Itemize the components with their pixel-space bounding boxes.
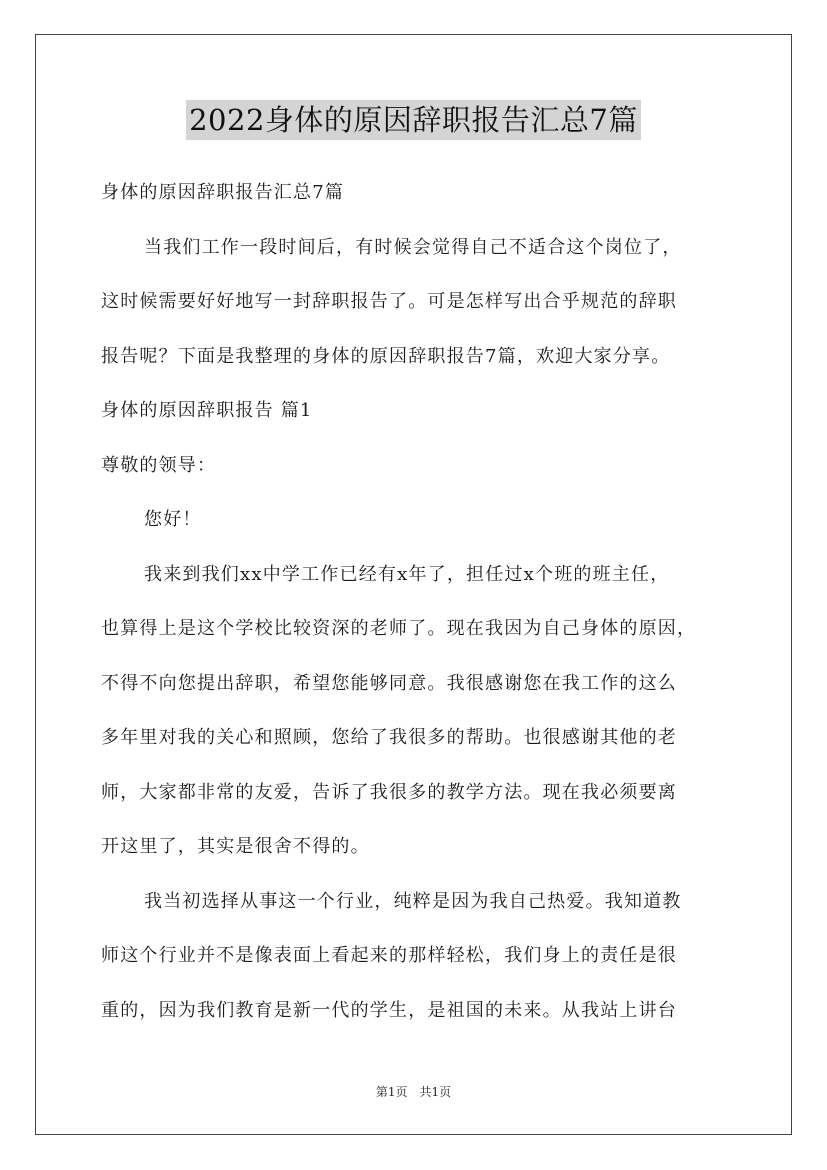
paragraph-line: 报告呢？下面是我整理的身体的原因辞职报告7篇，欢迎大家分享。 bbox=[101, 345, 671, 367]
paragraph-line: 开这里了，其实是很舍不得的。 bbox=[101, 836, 370, 857]
paragraph-line: 师这个行业并不是像表面上看起来的那样轻松，我们身上的责任是很 bbox=[101, 945, 677, 966]
paragraph-line: 我当初选择从事这一个行业，纯粹是因为我自己热爱。我知道教 bbox=[144, 890, 682, 912]
section-heading: 身体的原因辞职报告 篇1 bbox=[101, 400, 313, 421]
greeting: 您好！ bbox=[144, 509, 202, 530]
page-footer: 第1页 共1页 bbox=[375, 1085, 452, 1099]
paragraph-line: 不得不向您提出辞职，希望您能够同意。我很感谢您在我工作的这么 bbox=[101, 672, 677, 694]
document-body bbox=[101, 174, 741, 1046]
title-container bbox=[0, 100, 827, 140]
paragraph-line: 当我们工作一段时间后，有时候会觉得自己不适合这个岗位了， bbox=[144, 236, 682, 258]
paragraph-line: 多年里对我的关心和照顾，您给了我很多的帮助。也很感谢其他的老 bbox=[101, 727, 677, 748]
paragraph-line: 师，大家都非常的友爱，告诉了我很多的教学方法。现在我必须要离 bbox=[101, 781, 677, 803]
document-title: 2022身体的原因辞职报告汇总7篇 bbox=[186, 100, 641, 140]
paragraph-line: 也算得上是这个学校比较资深的老师了。现在我因为自己身体的原因， bbox=[101, 618, 697, 639]
paragraph-line: 这时候需要好好地写一封辞职报告了。可是怎样写出合乎规范的辞职 bbox=[101, 291, 677, 312]
paragraph-line: 我来到我们xx中学工作已经有x年了，担任过x个班的班主任， bbox=[144, 563, 670, 585]
paragraph-line: 重的，因为我们教育是新一代的学生，是祖国的未来。从我站上讲台 bbox=[101, 999, 677, 1021]
salutation: 尊敬的领导： bbox=[101, 454, 217, 476]
subtitle-line: 身体的原因辞职报告汇总7篇 bbox=[101, 182, 345, 203]
